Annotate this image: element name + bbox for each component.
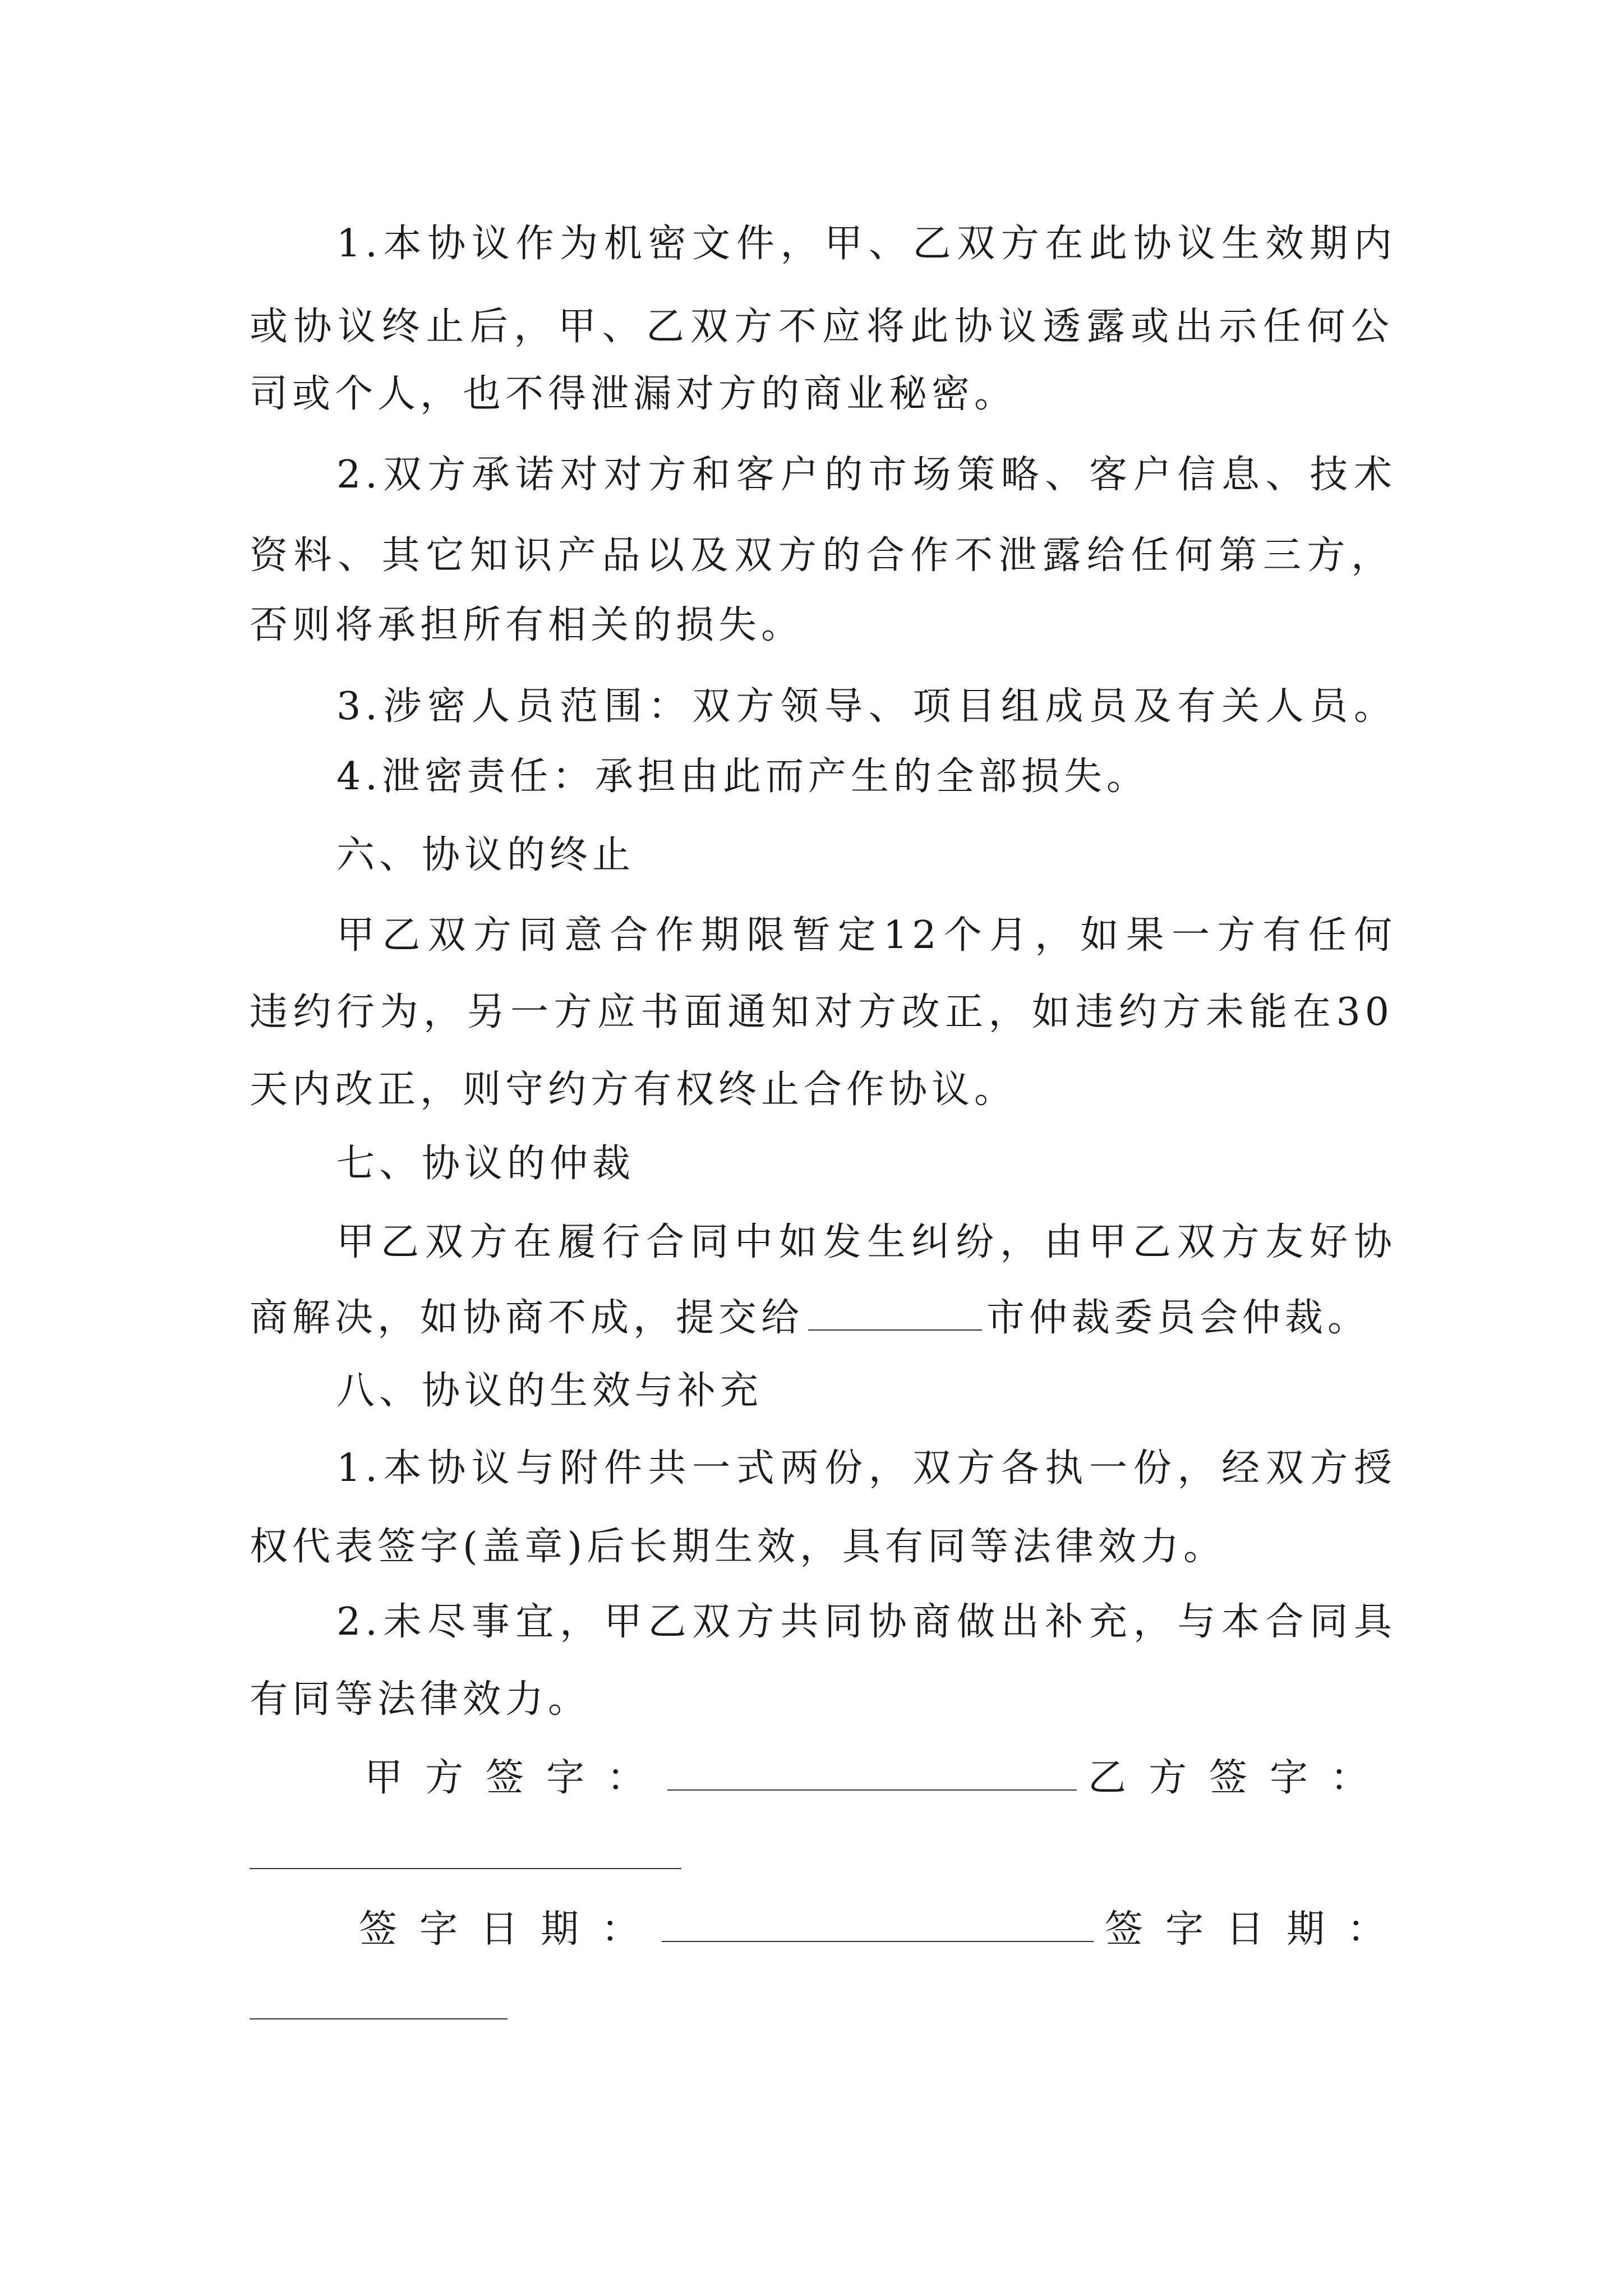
text-segment: 商解决，如协商不成，提交给 <box>250 1296 804 1340</box>
text-line: 3.涉密人员范围：双方领导、项目组成员及有关人员。 <box>336 684 1396 729</box>
text-line: 否则将承担所有相关的损失。 <box>250 603 804 647</box>
date-b-label: 签字日期： <box>1105 1907 1408 1952</box>
text-line: 4.泄密责任：承担由此而产生的全部损失。 <box>336 754 1149 799</box>
section-heading: 七、协议的仲裁 <box>336 1142 635 1186</box>
section-heading: 六、协议的终止 <box>336 833 635 877</box>
text-line: 司或个人，也不得泄漏对方的商业秘密。 <box>250 372 1017 416</box>
text-line <box>250 1290 1394 1346</box>
text-line: 甲乙双方在履行合同中如发生纠纷，由甲乙双方友好协 <box>336 1220 1396 1264</box>
text-line: 或协议终止后，甲、乙双方不应将此协议透露或出示任何公 <box>250 305 1394 349</box>
section-heading: 八、协议的生效与补充 <box>336 1369 763 1413</box>
arbitration-city-blank <box>808 1296 982 1331</box>
signature-row-date <box>359 1902 1419 1958</box>
text-line: 1.本协议与附件共一式两份，双方各执一份，经双方授 <box>336 1446 1396 1490</box>
signature-row-party <box>365 1750 1424 1806</box>
text-line: 天内改正，则守约方有权终止合作协议。 <box>250 1068 1017 1112</box>
party-a-signature-blank <box>667 1756 1077 1791</box>
date-b-blank <box>250 2018 508 2019</box>
text-line: 2.未尽事宜，甲乙双方共同协商做出补充，与本合同具 <box>336 1600 1396 1644</box>
text-line: 权代表签字(盖章)后长期生效，具有同等法律效力。 <box>250 1525 1227 1569</box>
text-line: 资料、其它知识产品以及双方的合作不泄露给任何第三方， <box>250 533 1394 578</box>
text-line: 违约行为，另一方应书面通知对方改正，如违约方未能在30 <box>250 990 1394 1034</box>
party-b-signature-blank <box>250 1868 681 1869</box>
text-line: 2.双方承诺对对方和客户的市场策略、客户信息、技术 <box>336 453 1396 497</box>
party-b-signature-label: 乙方签字： <box>1088 1756 1391 1800</box>
date-a-blank <box>662 1907 1094 1942</box>
text-line: 有同等法律效力。 <box>250 1677 591 1722</box>
text-segment: 市仲裁委员会仲裁。 <box>986 1296 1371 1340</box>
text-line: 甲乙双方同意合作期限暂定12个月，如果一方有任何 <box>336 913 1396 958</box>
date-a-label: 签字日期： <box>359 1907 662 1952</box>
text-line: 1.本协议作为机密文件，甲、乙双方在此协议生效期内 <box>336 222 1396 266</box>
party-a-signature-label: 甲方签字： <box>365 1756 668 1800</box>
